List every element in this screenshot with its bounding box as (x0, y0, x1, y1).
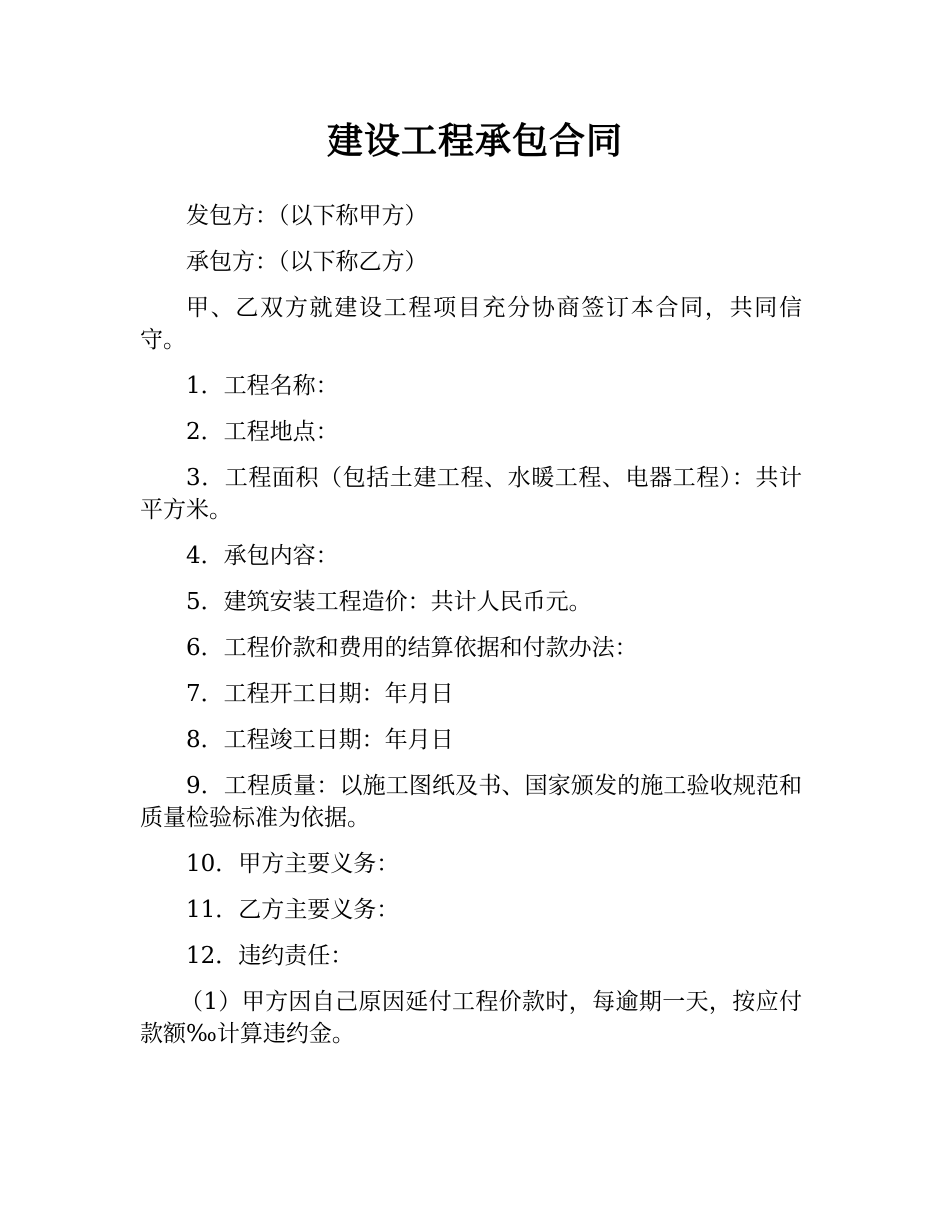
paragraph-contractor: 承包方：（以下称乙方） (186, 249, 428, 275)
clause-6-payment-method: 6．工程价款和费用的结算依据和付款办法： (186, 635, 638, 661)
clause-5-construction-cost: 5．建筑安装工程造价：共计人民币元。 (186, 589, 592, 615)
clause-11-contractor-obligations: 11．乙方主要义务： (186, 897, 400, 923)
clause-1-project-name: 1．工程名称： (186, 373, 339, 399)
paragraph-intro: 甲、乙双方就建设工程项目充分协商签订本合同，共同信守。 (140, 295, 802, 353)
clause-7-start-date: 7．工程开工日期：年月日 (186, 681, 454, 707)
clause-10-employer-obligations: 10．甲方主要义务： (186, 851, 400, 877)
clause-12-item-1: （1）甲方因自己原因延付工程价款时，每逾期一天，按应付款额‰计算违约金。 (140, 989, 802, 1047)
clause-9-project-quality: 9．工程质量：以施工图纸及书、国家颁发的施工验收规范和质量检验标准为依据。 (140, 773, 802, 831)
clause-8-completion-date: 8．工程竣工日期：年月日 (186, 727, 454, 753)
clause-4-contract-scope: 4．承包内容： (186, 543, 339, 569)
clause-3-project-area: 3．工程面积（包括土建工程、水暖工程、电器工程）：共计平方米。 (140, 465, 802, 523)
clause-2-project-location: 2．工程地点： (186, 419, 339, 445)
clause-12-liability: 12．违约责任： (186, 943, 354, 969)
paragraph-employer: 发包方：（以下称甲方） (186, 203, 428, 229)
document-body (140, 200, 802, 1064)
document-title: 建设工程承包合同 (326, 121, 623, 162)
